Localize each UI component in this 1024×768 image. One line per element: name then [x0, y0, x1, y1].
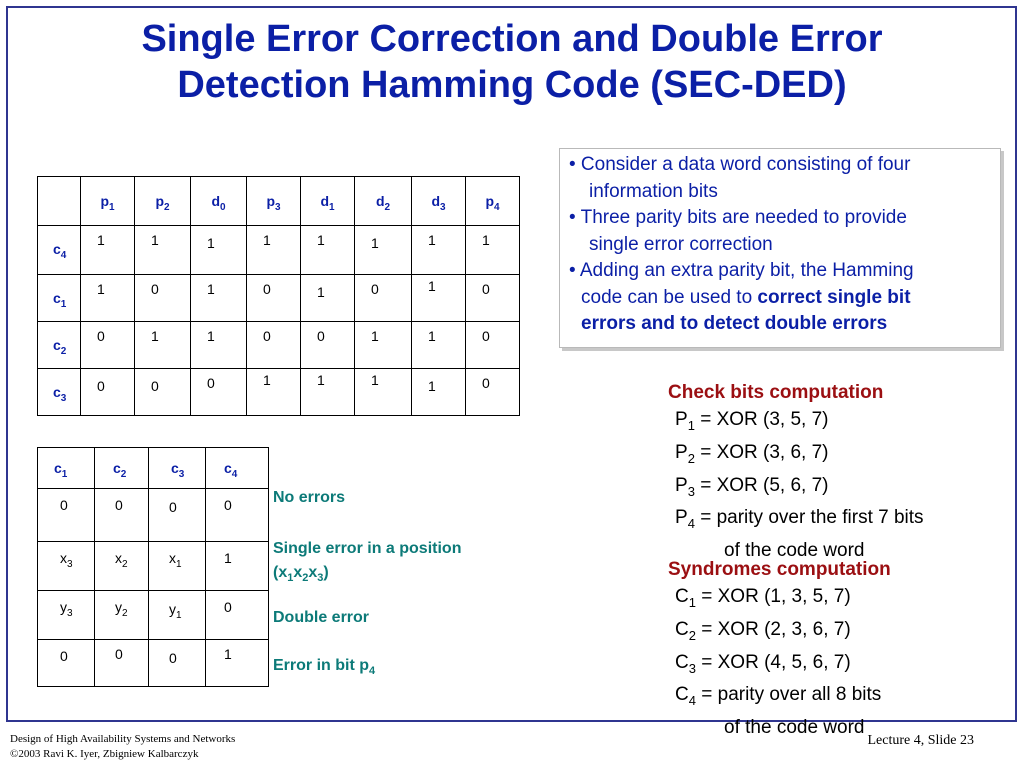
- syndrome-value: [95, 489, 148, 513]
- row-header-label: [38, 322, 80, 357]
- syndrome-row: [38, 591, 269, 640]
- single-error-x3: x: [308, 564, 318, 581]
- row-header-c2: [38, 322, 81, 369]
- column-header-label: [466, 177, 519, 213]
- cell-value: 1: [97, 281, 105, 297]
- check-p3: [668, 472, 924, 505]
- table-cell: [466, 226, 520, 275]
- table-cell: [301, 322, 355, 369]
- table-cell: [301, 275, 355, 322]
- column-symbol: p: [266, 193, 275, 209]
- c3-rest: = XOR (4, 5, 6, 7): [695, 651, 851, 673]
- value-subscript: 3: [67, 607, 73, 619]
- column-symbol: c: [54, 460, 62, 476]
- syndrome-cell: [95, 542, 149, 591]
- syndrome-cell: [95, 591, 149, 640]
- value-symbol: 0: [115, 646, 123, 662]
- syndrome-value: [206, 489, 268, 513]
- syn-c4: [668, 681, 891, 714]
- bullet-3-bold-a: correct single bit: [757, 286, 911, 308]
- table-cell: [247, 369, 301, 416]
- syndrome-cell: [95, 640, 149, 687]
- table-cell: [191, 275, 247, 322]
- table-cell: [81, 369, 135, 416]
- table-cell: [191, 322, 247, 369]
- column-header-label: [247, 177, 300, 213]
- column-header-p1: [81, 177, 135, 226]
- column-header-label: [301, 177, 354, 213]
- table-cell: [412, 226, 466, 275]
- value-symbol: 0: [60, 497, 68, 513]
- column-subscript: 3: [440, 201, 446, 213]
- p3-rest: = XOR (5, 6, 7): [694, 474, 829, 496]
- title-line-1: Single Error Correction and Double Error: [141, 18, 883, 60]
- table-cell: [135, 275, 191, 322]
- table-cell: [81, 275, 135, 322]
- table-row: [38, 369, 520, 416]
- syndrome-value: [149, 640, 205, 666]
- footer-line-2: ©2003 Ravi K. Iyer, Zbigniew Kalbarczyk: [10, 748, 199, 760]
- cell-value: 0: [482, 281, 490, 297]
- syndrome-value: [38, 542, 94, 570]
- column-symbol: c: [224, 460, 232, 476]
- table-cell: [81, 226, 135, 275]
- column-subscript: 1: [329, 201, 335, 213]
- c2-sub: 2: [688, 627, 696, 643]
- bullet-2-line-2: single error correction: [589, 233, 773, 255]
- table-cell: [191, 369, 247, 416]
- single-error-close: ): [323, 564, 329, 581]
- table-cell: [412, 369, 466, 416]
- syndromes-block: [668, 556, 891, 741]
- syndrome-value: [95, 640, 148, 662]
- value-symbol: 0: [224, 599, 232, 615]
- label-no-errors: [273, 489, 345, 507]
- cell-value: 1: [263, 232, 271, 248]
- table-cell: [301, 369, 355, 416]
- column-header-label: [135, 177, 190, 213]
- syndrome-cell: [149, 640, 206, 687]
- cell-value: 1: [317, 372, 325, 388]
- table-cell: [355, 226, 412, 275]
- syn-c3: [668, 649, 891, 682]
- table-row: [38, 322, 520, 369]
- syndrome-header-c4: [206, 448, 269, 489]
- syndrome-cell: [206, 489, 269, 542]
- column-subscript: 4: [231, 468, 238, 480]
- single-error-line-1: Single error in a position: [273, 540, 462, 557]
- c4-sub: 4: [688, 693, 696, 709]
- p4-rest: = parity over the first 7 bits: [694, 507, 924, 529]
- table-cell: [81, 322, 135, 369]
- single-error-open: (x: [273, 564, 288, 581]
- c1-sub: 1: [688, 594, 696, 610]
- bullet-1-line-2: information bits: [589, 180, 718, 202]
- syndrome-table: [37, 447, 269, 687]
- double-error-text: Double error: [273, 609, 370, 626]
- row-subscript: 2: [60, 345, 67, 357]
- column-symbol: c: [171, 460, 179, 476]
- cell-value: 1: [263, 372, 271, 388]
- column-subscript: 1: [61, 468, 68, 480]
- value-symbol: y: [169, 601, 176, 617]
- column-header-label: [191, 177, 246, 213]
- syndrome-value: [206, 542, 268, 566]
- single-error-sub-1: 1: [287, 572, 294, 585]
- cell-value: 1: [428, 328, 436, 344]
- footer-line-1: Design of High Availability Systems and Networks: [10, 733, 236, 745]
- table-cell: [412, 275, 466, 322]
- table-cell: [247, 322, 301, 369]
- row-header-c4: [38, 226, 81, 275]
- column-symbol: d: [211, 193, 220, 209]
- table-row: [38, 275, 520, 322]
- error-p4-text: Error in bit p: [273, 657, 369, 674]
- row-header-label: [38, 369, 80, 404]
- check-p2: [668, 439, 924, 472]
- table-cell: [301, 226, 355, 275]
- value-symbol: 0: [169, 499, 177, 515]
- syndrome-cell: [38, 489, 95, 542]
- row-header-label: [38, 226, 80, 261]
- syndrome-cell: [149, 489, 206, 542]
- column-symbol: c: [113, 460, 121, 476]
- syndrome-header-label: [149, 448, 205, 480]
- syndrome-header-label: [206, 448, 268, 480]
- column-header-d1: [301, 177, 355, 226]
- value-subscript: 3: [67, 558, 73, 570]
- cell-value: 1: [428, 278, 436, 294]
- table-cell: [355, 369, 412, 416]
- syndrome-row: [38, 542, 269, 591]
- row-header-c1: [38, 275, 81, 322]
- c2-sym: C: [675, 618, 689, 640]
- c4-sym: C: [675, 684, 689, 706]
- value-symbol: 1: [224, 550, 232, 566]
- row-header-c3: [38, 369, 81, 416]
- syndrome-cell: [149, 591, 206, 640]
- row-symbol: c: [53, 290, 61, 306]
- p1-sym: P: [675, 409, 688, 430]
- cell-value: 0: [263, 281, 271, 297]
- check-p4: [668, 504, 924, 537]
- error-p4-sub: 4: [369, 665, 376, 678]
- cell-value: 0: [151, 378, 159, 394]
- single-error-sub-3: 3: [317, 572, 324, 585]
- bullet-3-bold-b: errors and to detect double errors: [581, 313, 888, 334]
- cell-value: 0: [482, 375, 490, 391]
- syndrome-value: [38, 489, 94, 513]
- table-cell: [135, 322, 191, 369]
- column-header-p2: [135, 177, 191, 226]
- syndrome-header-c2: [95, 448, 149, 489]
- value-symbol: y: [115, 599, 122, 615]
- cell-value: 1: [207, 281, 215, 297]
- cell-value: 0: [97, 378, 105, 394]
- table-row: [38, 226, 520, 275]
- syndrome-value: [206, 591, 268, 615]
- check-bits-block: [668, 379, 924, 564]
- slide-title: [0, 16, 1024, 108]
- row-subscript: 3: [60, 392, 67, 404]
- p4-sym: P: [675, 507, 688, 529]
- column-header-label: [81, 177, 134, 213]
- bullet-3-plain: code can be used to: [581, 286, 758, 308]
- slide-number: Lecture 4, Slide 23: [867, 733, 974, 748]
- cell-value: 1: [207, 235, 215, 251]
- syndrome-value: [38, 591, 94, 619]
- cell-value: 1: [207, 328, 215, 344]
- cell-value: 1: [151, 232, 159, 248]
- syndrome-header-c3: [149, 448, 206, 489]
- cell-value: 1: [371, 235, 379, 251]
- p2-sym: P: [675, 441, 688, 463]
- cell-value: 1: [371, 372, 379, 388]
- syndrome-cell: [38, 591, 95, 640]
- column-header-label: [355, 177, 411, 213]
- bullet-1-line-1: • Consider a data word consisting of four: [569, 154, 911, 175]
- cell-value: 0: [371, 281, 379, 297]
- table-cell: [247, 275, 301, 322]
- bullet-3-line-1: • Adding an extra parity bit, the Hamming: [569, 260, 914, 281]
- column-symbol: d: [431, 193, 440, 209]
- bullet-2-line-1: • Three parity bits are needed to provide: [569, 207, 907, 228]
- syn-c4-cont: of the code word: [724, 717, 865, 739]
- row-header-label: [38, 275, 80, 310]
- value-symbol: 0: [115, 497, 123, 513]
- table-cell: [247, 226, 301, 275]
- column-header-d0: [191, 177, 247, 226]
- syndromes-heading: Syndromes computation: [668, 559, 891, 580]
- table-cell: [191, 226, 247, 275]
- value-symbol: y: [60, 599, 67, 615]
- syndrome-cell: [206, 640, 269, 687]
- cell-value: 1: [482, 232, 490, 248]
- value-symbol: 1: [224, 646, 232, 662]
- table-corner: [38, 177, 81, 226]
- label-single-error: [273, 537, 461, 590]
- cell-value: 1: [317, 232, 325, 248]
- column-symbol: p: [155, 193, 164, 209]
- label-double-error: [273, 609, 369, 627]
- value-subscript: 2: [122, 558, 128, 570]
- table-cell: [355, 322, 412, 369]
- c1-sym: C: [675, 586, 689, 607]
- code-word-header-row: [38, 177, 520, 226]
- c2-rest: = XOR (2, 3, 6, 7): [695, 618, 851, 640]
- column-subscript: 0: [220, 201, 226, 213]
- row-subscript: 1: [60, 298, 67, 310]
- c4-rest: = parity over all 8 bits: [695, 684, 882, 706]
- cell-value: 0: [263, 328, 271, 344]
- code-word-table: [37, 176, 520, 416]
- column-header-d3: [412, 177, 466, 226]
- column-symbol: p: [100, 193, 109, 209]
- cell-value: 0: [97, 328, 105, 344]
- column-subscript: 2: [384, 201, 391, 213]
- table-cell: [135, 226, 191, 275]
- column-symbol: d: [375, 193, 385, 209]
- no-errors-text: No errors: [273, 489, 346, 506]
- syndrome-value: [149, 542, 205, 570]
- syndrome-cell: [149, 542, 206, 591]
- syn-c1: [668, 583, 891, 616]
- value-symbol: x: [60, 550, 67, 566]
- syndrome-row: [38, 640, 269, 687]
- cell-value: 1: [97, 232, 105, 248]
- column-header-p4: [466, 177, 520, 226]
- bullet-3-line-3: [569, 311, 1000, 338]
- cell-value: 1: [428, 378, 436, 394]
- syndrome-value: [38, 640, 94, 664]
- p3-sub: 3: [687, 483, 695, 499]
- single-error-x2: x: [293, 564, 303, 581]
- title-line-2: Detection Hamming Code (SEC-DED): [177, 64, 847, 106]
- syndrome-value: [95, 542, 148, 570]
- cell-value: 1: [371, 328, 379, 344]
- table-cell: [355, 275, 412, 322]
- syndrome-cell: [38, 640, 95, 687]
- check-p1: [668, 406, 924, 439]
- column-symbol: p: [485, 193, 494, 209]
- value-symbol: x: [169, 550, 176, 566]
- column-subscript: 2: [120, 468, 127, 480]
- column-subscript: 2: [164, 201, 170, 213]
- value-subscript: 1: [176, 558, 182, 570]
- syndrome-cell: [95, 489, 149, 542]
- cell-value: 0: [482, 328, 490, 344]
- c3-sub: 3: [688, 660, 696, 676]
- p1-rest: = XOR (3, 5, 7): [694, 409, 829, 430]
- column-subscript: 3: [275, 201, 281, 213]
- syndrome-value: [149, 489, 205, 515]
- p1-sub: 1: [687, 417, 695, 433]
- cell-value: 1: [317, 284, 325, 300]
- value-symbol: 0: [224, 497, 232, 513]
- syndrome-value: [206, 640, 268, 662]
- row-symbol: c: [53, 384, 61, 400]
- syndrome-value: [95, 591, 148, 619]
- p2-sub: 2: [687, 450, 695, 466]
- syndrome-cell: [206, 542, 269, 591]
- check-p4-cont: of the code word: [724, 540, 865, 562]
- table-cell: [466, 322, 520, 369]
- value-subscript: 1: [176, 609, 182, 621]
- single-error-line-2: [273, 561, 461, 590]
- column-symbol: d: [320, 193, 329, 209]
- syndrome-header-label: [38, 448, 94, 480]
- column-subscript: 4: [494, 201, 500, 213]
- syndrome-cell: [38, 542, 95, 591]
- label-error-p4: [273, 657, 375, 677]
- cell-value: 0: [207, 375, 215, 391]
- syndrome-row: [38, 489, 269, 542]
- row-symbol: c: [53, 241, 61, 257]
- cell-value: 1: [151, 328, 159, 344]
- table-cell: [412, 322, 466, 369]
- column-subscript: 1: [109, 201, 115, 213]
- p4-sub: 4: [687, 516, 695, 532]
- syndrome-header-label: [95, 448, 148, 480]
- syndrome-cell: [206, 591, 269, 640]
- table-cell: [466, 275, 520, 322]
- table-cell: [466, 369, 520, 416]
- p2-rest: = XOR (3, 6, 7): [694, 441, 829, 463]
- column-header-d2: [355, 177, 412, 226]
- c1-rest: = XOR (1, 3, 5, 7): [695, 586, 851, 607]
- footer-credits: [10, 732, 235, 762]
- value-symbol: 0: [60, 648, 68, 664]
- bullet-3-line-2: [569, 285, 1000, 312]
- syndrome-value: [149, 591, 205, 621]
- single-error-sub-2: 2: [302, 572, 309, 585]
- row-subscript: 4: [60, 249, 67, 261]
- bullet-box: [559, 148, 1001, 348]
- c3-sym: C: [675, 651, 689, 673]
- row-symbol: c: [53, 337, 61, 353]
- column-header-p3: [247, 177, 301, 226]
- syndrome-header-c1: [38, 448, 95, 489]
- check-bits-heading: Check bits computation: [668, 382, 884, 403]
- value-symbol: x: [115, 550, 122, 566]
- value-symbol: 0: [169, 650, 177, 666]
- cell-value: 0: [151, 281, 159, 297]
- value-subscript: 2: [122, 607, 128, 619]
- column-subscript: 3: [178, 468, 185, 480]
- cell-value: 1: [428, 232, 436, 248]
- syn-c2: [668, 616, 891, 649]
- table-cell: [135, 369, 191, 416]
- syndrome-header-row: [38, 448, 269, 489]
- column-header-label: [412, 177, 465, 213]
- p3-sym: P: [675, 474, 688, 496]
- cell-value: 0: [317, 328, 325, 344]
